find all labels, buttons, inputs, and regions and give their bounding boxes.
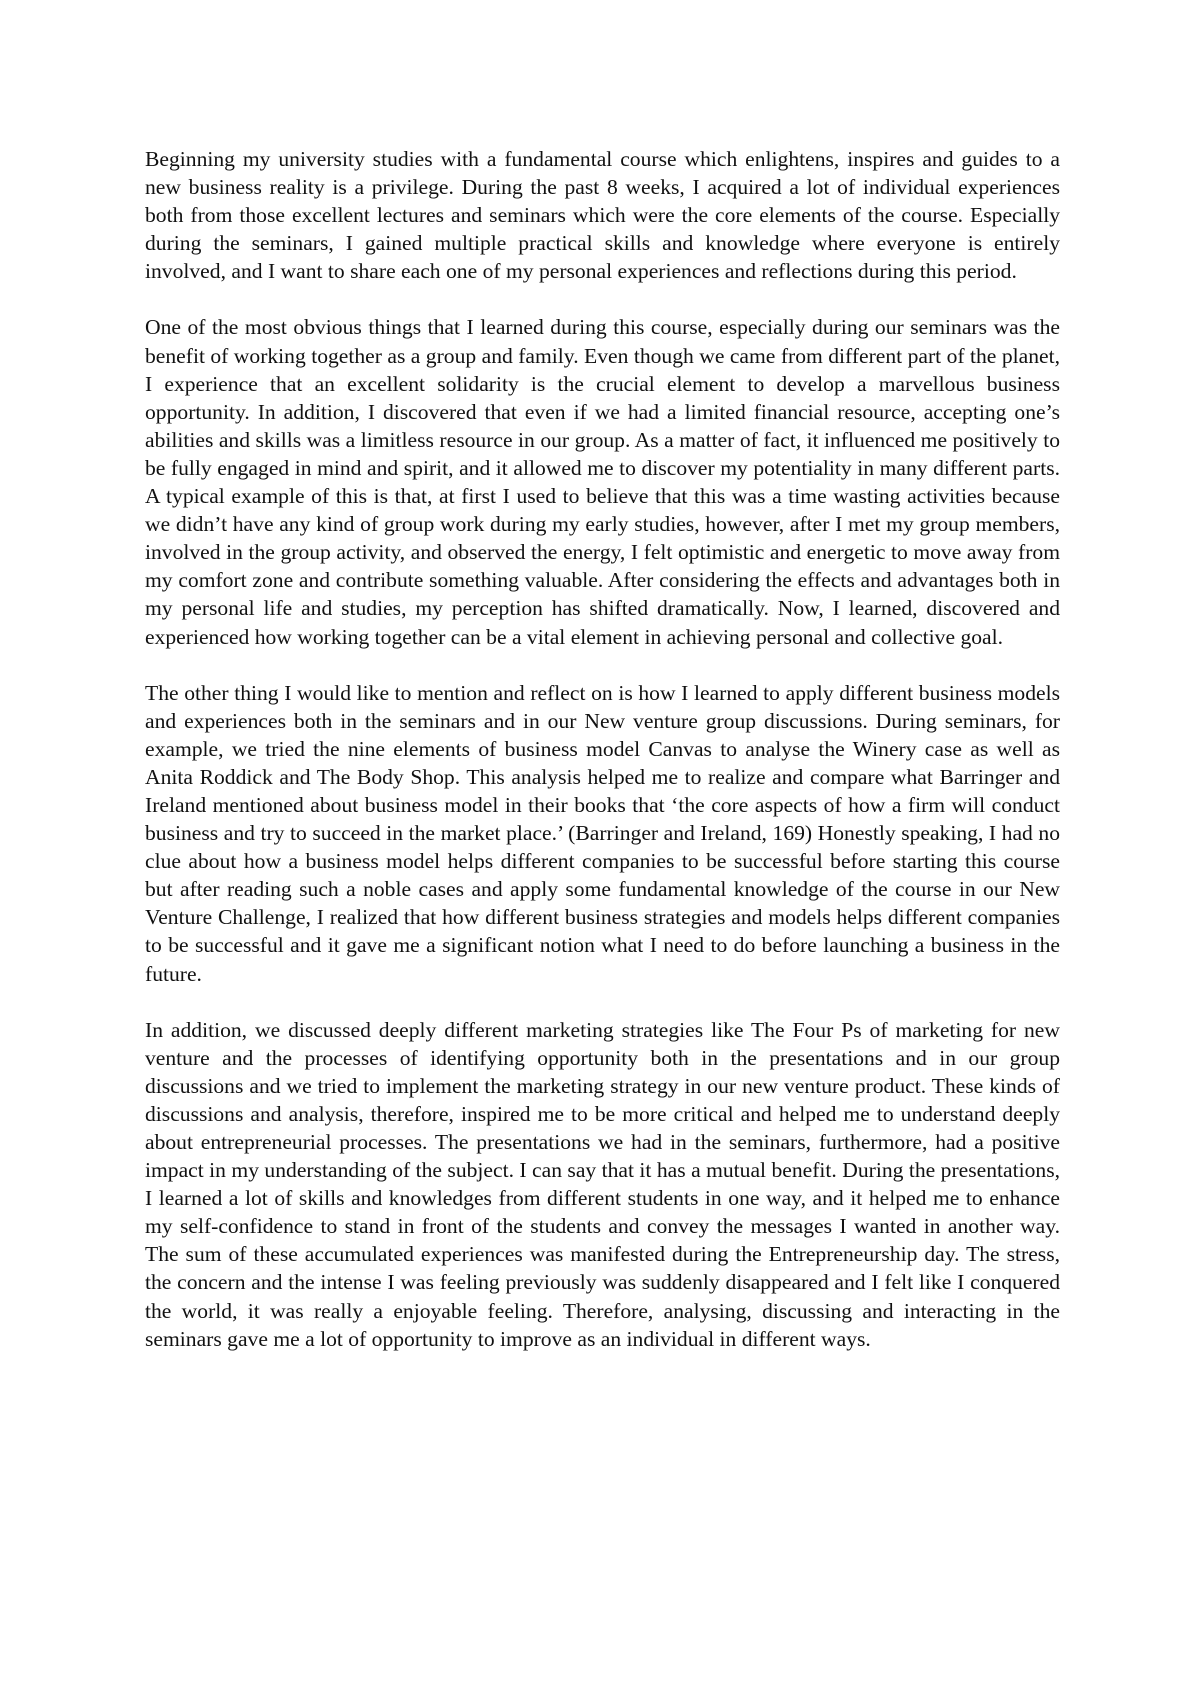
document-body [145, 145, 1060, 1381]
paragraph-group-work: One of the most obvious things that I learned during this course, especially during our seminars was the benefit of working together as a group and family. Even though we came from different part of the planet, I experience that an excellent solidarity is the crucial element to develop a marvellous business opportunity. In addition, I discovered that even if we had a limited financial resource, accepting one’s abilities and skills was a limitless resource in our group. As a matter of fact, it influenced me positively to be fully engaged in mind and spirit, and it allowed me to discover my potentiality in many different parts. A typical example of this is that, at first I used to believe that this was a time wasting activities because we didn’t have any kind of group work during my early studies, however, after I met my group members, involved in the group activity, and observed the energy, I felt optimistic and energetic to move away from my comfort zone and contribute something valuable. After considering the effects and advantages both in my personal life and studies, my perception has shifted dramatically. Now, I learned, discovered and experienced how working together can be a vital element in achieving personal and collective goal. [145, 315, 1060, 649]
paragraph-intro: Beginning my university studies with a fundamental course which enlightens, inspires and guides to a new business reality is a privilege. During the past 8 weeks, I acquired a lot of individual experiences both from those excellent lectures and seminars which were the core elements of the course. Especially during the seminars, I gained multiple practical skills and knowledge where everyone is entirely involved, and I want to share each one of my personal experiences and reflections during this period. [145, 147, 1060, 284]
paragraph-business-models: The other thing I would like to mention and reflect on is how I learned to apply different business models and experiences both in the seminars and in our New venture group discussions. During seminars, for example, we tried the nine elements of business model Canvas to analyse the Winery case as well as Anita Roddick and The Body Shop. This analysis helped me to realize and compare what Barringer and Ireland mentioned about business model in their books that ‘the core aspects of how a firm will conduct business and try to succeed in the market place.’ (Barringer and Ireland, 169) Honestly speaking, I had no clue about how a business model helps different companies to be successful before starting this course but after reading such a noble cases and apply some fundamental knowledge of the course in our New Venture Challenge, I realized that how different business strategies and models helps different companies to be successful and it gave me a significant notion what I need to do before launching a business in the future. [145, 680, 1060, 986]
paragraph-marketing: In addition, we discussed deeply different marketing strategies like The Four Ps of marketing for new venture and the processes of identifying opportunity both in the presentations and in our group discussions and we tried to implement the marketing strategy in our new venture product. These kinds of discussions and analysis, therefore, inspired me to be more critical and helped me to understand deeply about entrepreneurial processes. The presentations we had in the seminars, furthermore, had a positive impact in my understanding of the subject. I can say that it has a mutual benefit. During the presentations, I learned a lot of skills and knowledges from different students in one way, and it helped me to enhance my self-confidence to stand in front of the students and convey the messages I wanted in another way. The sum of these accumulated experiences was manifested during the Entrepreneurship day. The stress, the concern and the intense I was feeling previously was suddenly disappeared and I felt like I conquered the world, it was really a enjoyable feeling. Therefore, analysing, discussing and interacting in the seminars gave me a lot of opportunity to improve as an individual in different ways. [145, 1017, 1060, 1351]
